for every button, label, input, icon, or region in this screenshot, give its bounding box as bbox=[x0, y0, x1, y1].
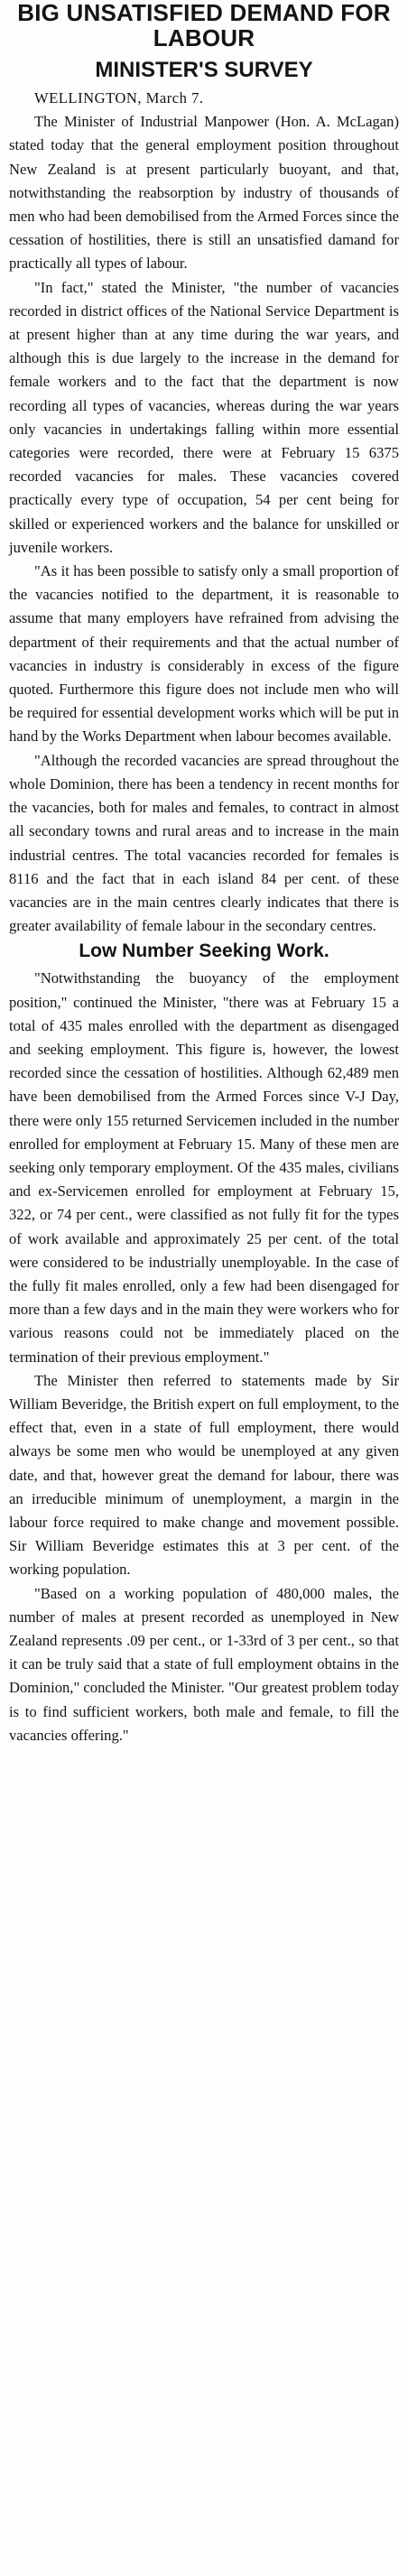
article-paragraph: "As it has been possible to satisfy only a small proportion of the vacancies notified to the department, it is reasonable to assume that many employers have refrained from advising the department of their requirements and that the actual number of vacancies in industry is considerably in excess of the figure quoted. Furthermore this figure does not include men who will be required for essential development works which will be put in hand by the Works Department when labour becomes available. bbox=[9, 562, 399, 746]
article-paragraph: "In fact," stated the Minister, "the number of vacancies recorded in district offices of the National Service Department is at present higher than at any time during the war years, and although this is due largely to the increase in the demand for female workers and to the fact that the department is now recording all types of vacancies, whereas during the war years only vacancies in undertakings falling within more essential categories were recorded, there were at February 15 6375 recorded vacancies for males. These vacancies covered practically every type of occupation, 54 per cent being for skilled or experienced workers and the balance for unskilled or juvenile workers. bbox=[9, 278, 399, 556]
article-body bbox=[9, 87, 399, 938]
article-headline: BIG UNSATISFIED DEMAND FOR LABOUR bbox=[17, 0, 391, 51]
article-paragraph: "Based on a working population of 480,000 males, the number of males at present recorded as unemployed in New Zealand represents .09 per cent., or 1-33rd of 3 per cent., so that it can be truly said that a state of full employment obtains in the Dominion," concluded the Minister. "Our greatest problem today is to find sufficient workers, both male and female, to fill the vacancies offering." bbox=[9, 1584, 399, 1744]
article-paragraph: "Notwithstanding the buoyancy of the employment position," continued the Minister, "there was at February 15 a total of 435 males enrolled with the department as disengaged and seeking employment. This figure is, however, the lowest recorded since the cessation of hostilities. Although 62,489 men have been demobilised from the Armed Forces since V-J Day, there were only 155 returned Servicemen included in the number enrolled for employment at February 15. Many of these men are seeking only temporary employment. Of the 435 males, civilians and ex-Servicemen enrolled for employment at February 15, 322, or 74 per cent., were classified as not fully fit for the types of work available and approximately 25 per cent. of the total were considered to be industrially unemployable. In the case of the fully fit males enrolled, only a few had been disengaged for more than a few days and in the main they were workers who for various reasons could not be immediately placed on the termination of their previous employment." bbox=[9, 969, 399, 1366]
article-paragraph: The Minister then referred to statements made by Sir William Beveridge, the British expert on full employment, to the effect that, even in a state of full employment, there would always be some men who would be unemployed at any given date, and that, however great the demand for labour, there was an irreducible minimum of unemployment, a margin in the labour force required to make change and movement possible. Sir William Beveridge estimates this at 3 per cent. of the working population. bbox=[9, 1371, 399, 1579]
section-heading: Low Number Seeking Work. bbox=[79, 941, 329, 962]
article-paragraph: The Minister of Industrial Manpower (Hon. A. McLagan) stated today that the general employment position throughout New Zealand is at present particularly buoyant, and that, notwithstanding the reabsorption by industry of thousands of men who had been demobilised from the Armed Forces since the cessation of hostilities, there is still an unsatisfied damand for practically all types of labour. bbox=[9, 113, 399, 273]
article-body-continued bbox=[9, 967, 399, 1747]
article-paragraph: "Although the recorded vacancies are spread throughout the whole Dominion, there has been a tendency in recent months for the vacancies, both for males and females, to contract in almost all secondary towns and rural areas and to increase in the main industrial centres. The total vacancies recorded for females is 8116 and the fact that in each island 84 per cent. of these vacancies are in the main centres clearly indicates that there is greater availability of female labour in the secondary centres. bbox=[9, 751, 399, 935]
article-subheadline: MINISTER'S SURVEY bbox=[95, 58, 313, 82]
article-paragraph bbox=[9, 87, 399, 110]
dateline: WELLINGTON, March 7. bbox=[34, 89, 204, 107]
